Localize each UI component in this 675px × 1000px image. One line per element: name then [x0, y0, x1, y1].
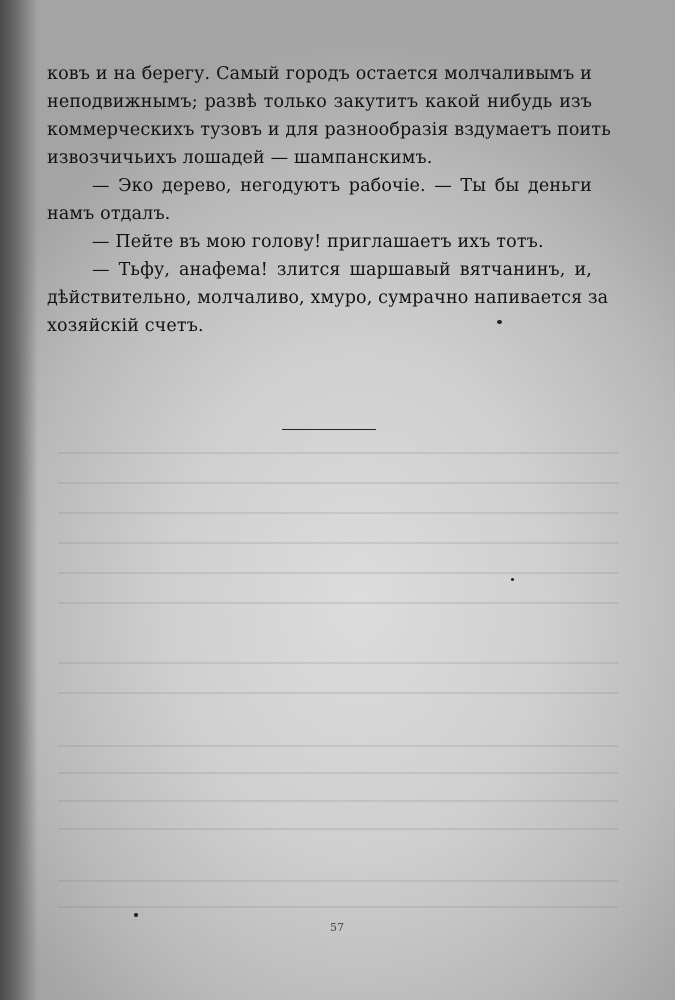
text-line: — Пейте въ мою голову! приглашаетъ ихъ тотъ. [92, 232, 544, 252]
show-through-line [58, 692, 618, 694]
show-through-line [58, 906, 618, 908]
body-text [47, 60, 611, 340]
text-line: — Эко дерево, негодуютъ рабочіе. — Ты бы деньги [92, 176, 592, 196]
ink-speck [497, 320, 502, 324]
section-divider [282, 429, 376, 430]
show-through-line [58, 482, 618, 484]
ink-speck [134, 913, 138, 917]
show-through-line [58, 880, 618, 882]
show-through-line [58, 572, 618, 574]
show-through-line [58, 828, 618, 830]
binding-shadow [0, 0, 38, 1000]
show-through-line [58, 662, 618, 664]
text-line: неподвижнымъ; развѣ только закутитъ какой нибудь изъ [47, 92, 592, 112]
show-through-line [58, 512, 618, 514]
show-through-line [58, 602, 618, 604]
text-line: извозчичьихъ лошадей — шампанскимъ. [47, 148, 433, 168]
text-line: — Тьфу, анафема! злится шаршавый вятчанинъ, и, [92, 260, 592, 280]
ink-speck [511, 578, 514, 581]
show-through-line [58, 745, 618, 747]
text-line: хозяйскій счетъ. [47, 316, 204, 336]
show-through-line [58, 542, 618, 544]
text-line: ковъ и на берегу. Самый городъ остается молчаливымъ и [47, 64, 592, 84]
show-through-line [58, 452, 618, 454]
show-through-line [58, 772, 618, 774]
show-through-line [58, 800, 618, 802]
text-line: намъ отдалъ. [47, 204, 171, 224]
text-line: коммерческихъ тузовъ и для разнообразія вздумаетъ поить [47, 120, 611, 140]
text-line: дѣйствительно, молчаливо, хмуро, сумрачно напивается за [47, 288, 609, 308]
page-number: 57 [330, 921, 344, 934]
